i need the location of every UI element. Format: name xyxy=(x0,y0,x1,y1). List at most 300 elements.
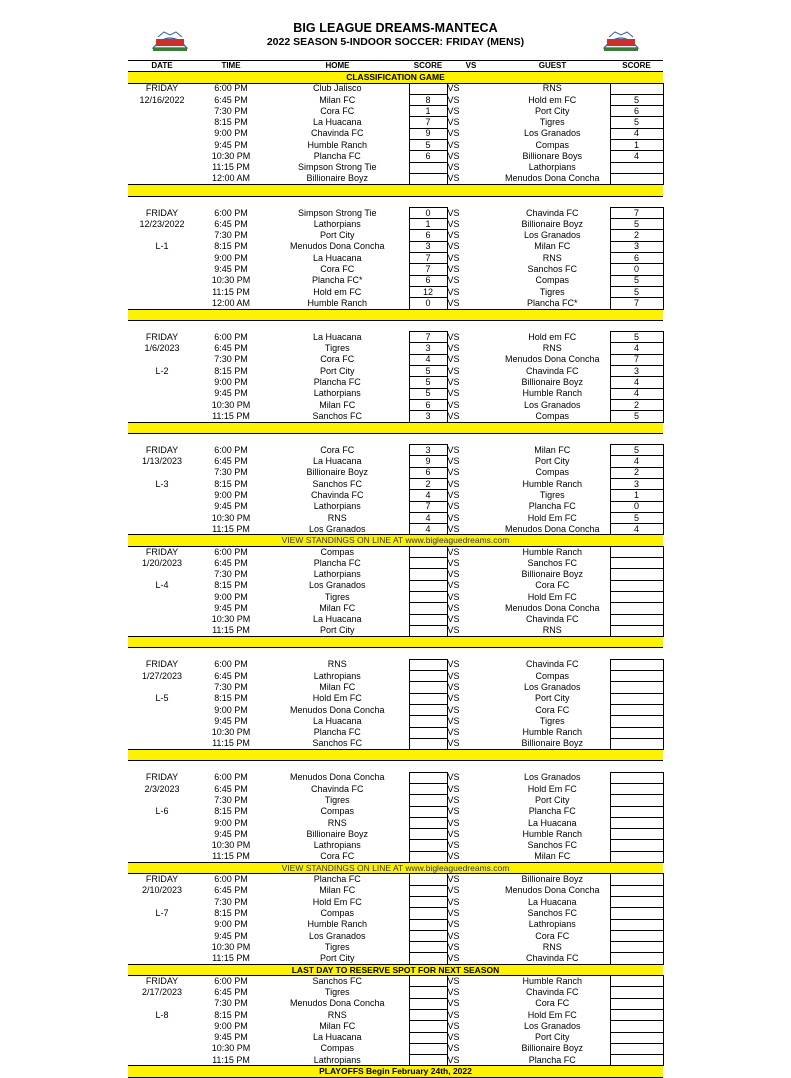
home-team-cell: Humble Ranch xyxy=(307,139,368,150)
guest-score-cell xyxy=(610,173,663,184)
guest-team-cell: Billionaire Boyz xyxy=(521,738,584,749)
home-score-cell xyxy=(409,580,447,591)
date-cell xyxy=(128,512,196,523)
date-cell: FRIDAY xyxy=(145,975,179,986)
guest-team-cell: Compas xyxy=(535,670,569,681)
game-row xyxy=(128,795,663,806)
date-cell xyxy=(128,953,196,964)
home-score-cell xyxy=(409,874,447,885)
game-row xyxy=(128,490,663,501)
date-cell xyxy=(128,140,196,151)
guest-score-cell: 5 xyxy=(610,445,663,456)
vs-cell: VS xyxy=(447,1009,460,1020)
vs-cell: VS xyxy=(447,1020,460,1031)
game-row xyxy=(128,976,663,987)
home-team-cell: Los Granados xyxy=(308,930,366,941)
home-team-cell: Lathropians xyxy=(313,1054,361,1065)
time-cell: 9:45 PM xyxy=(214,501,248,512)
time-cell: 7:30 PM xyxy=(214,467,248,478)
home-score-cell xyxy=(409,569,447,580)
home-team-cell: La Huacana xyxy=(312,252,362,263)
vs-cell: VS xyxy=(447,117,460,128)
spacer-cell xyxy=(128,648,663,659)
guest-team-cell: Compas xyxy=(535,139,569,150)
time-cell: 6:00 PM xyxy=(214,975,248,986)
vs-cell: VS xyxy=(447,478,460,489)
game-row xyxy=(128,693,663,704)
column-header: SCORE xyxy=(409,61,447,72)
guest-team-cell: Sanchos FC xyxy=(527,907,578,918)
guest-score-cell: 7 xyxy=(610,207,663,218)
home-score-cell xyxy=(409,919,447,930)
home-team-cell: Milan FC xyxy=(319,1020,356,1031)
time-cell: 11:15 PM xyxy=(212,625,250,636)
date-cell xyxy=(128,840,196,851)
time-cell: 6:00 PM xyxy=(214,331,248,342)
guest-score-cell: 3 xyxy=(610,241,663,252)
home-score-cell xyxy=(409,998,447,1009)
guest-team-cell: La Huacana xyxy=(527,896,577,907)
home-team-cell: Plancha FC xyxy=(313,557,361,568)
guest-score-cell xyxy=(610,908,663,919)
home-team-cell: Sanchos FC xyxy=(312,975,363,986)
date-cell xyxy=(128,377,196,388)
guest-score-cell xyxy=(610,738,663,749)
time-cell: 9:45 PM xyxy=(214,715,248,726)
date-cell xyxy=(128,795,196,806)
column-header: HOME xyxy=(266,61,409,72)
date-cell: 1/27/2023 xyxy=(141,670,183,681)
banner-text: VIEW STANDINGS ON LINE AT www.bigleaguedreams.com xyxy=(128,535,663,546)
vs-cell: VS xyxy=(447,523,460,534)
vs-cell: VS xyxy=(447,263,460,274)
home-score-cell xyxy=(409,682,447,693)
date-cell: FRIDAY xyxy=(145,331,179,342)
schedule-table xyxy=(128,60,663,1077)
home-team-cell: Billionaire Boyz xyxy=(306,467,369,478)
home-team-cell: Sanchos FC xyxy=(312,410,363,421)
vs-cell: VS xyxy=(447,207,460,218)
vs-cell: VS xyxy=(447,230,460,241)
guest-team-cell: Plancha FC* xyxy=(526,297,578,308)
banner-text xyxy=(128,422,663,433)
guest-score-cell: 4 xyxy=(610,151,663,162)
time-cell: 8:15 PM xyxy=(214,693,248,704)
time-cell: 10:30 PM xyxy=(211,727,251,738)
vs-cell: VS xyxy=(447,1043,460,1054)
time-cell: 6:00 PM xyxy=(214,772,248,783)
date-cell xyxy=(128,128,196,139)
guest-score-cell xyxy=(610,998,663,1009)
game-row xyxy=(128,546,663,557)
game-row xyxy=(128,1009,663,1020)
home-team-cell: Cora FC xyxy=(320,354,355,365)
time-cell: 7:30 PM xyxy=(214,105,248,116)
spacer-cell xyxy=(128,196,663,207)
home-team-cell: Menudos Dona Concha xyxy=(289,704,385,715)
guest-score-cell xyxy=(610,772,663,783)
guest-team-cell: Los Granados xyxy=(523,230,581,241)
banner-row xyxy=(128,422,663,433)
game-row xyxy=(128,354,663,365)
guest-team-cell: Los Granados xyxy=(523,772,581,783)
home-score-cell xyxy=(409,987,447,998)
home-score-cell xyxy=(409,671,447,682)
game-row xyxy=(128,343,663,354)
guest-score-cell: 5 xyxy=(610,275,663,286)
vs-cell: VS xyxy=(447,456,460,467)
column-header: VS xyxy=(447,61,495,72)
guest-score-cell xyxy=(610,693,663,704)
vs-cell: VS xyxy=(447,794,460,805)
game-row xyxy=(128,230,663,241)
date-cell: 1/6/2023 xyxy=(144,343,180,354)
date-cell: L-7 xyxy=(155,907,169,918)
date-cell xyxy=(128,490,196,501)
time-cell: 11:15 PM xyxy=(212,851,250,862)
home-team-cell: Lathorpians xyxy=(313,218,361,229)
home-team-cell: Los Granados xyxy=(308,523,366,534)
vs-cell: VS xyxy=(447,998,460,1009)
guest-team-cell: Compas xyxy=(535,467,569,478)
guest-score-cell xyxy=(610,558,663,569)
vs-cell: VS xyxy=(447,1054,460,1065)
home-score-cell xyxy=(409,704,447,715)
time-cell: 6:45 PM xyxy=(214,343,248,354)
vs-cell: VS xyxy=(447,467,460,478)
time-cell: 10:30 PM xyxy=(211,399,251,410)
game-row xyxy=(128,998,663,1009)
vs-cell: VS xyxy=(447,376,460,387)
guest-score-cell: 5 xyxy=(610,286,663,297)
game-row xyxy=(128,173,663,184)
vs-cell: VS xyxy=(447,727,460,738)
game-row xyxy=(128,908,663,919)
time-cell: 10:30 PM xyxy=(211,512,251,523)
column-header: GUEST xyxy=(495,61,610,72)
guest-score-cell xyxy=(610,829,663,840)
guest-score-cell: 5 xyxy=(610,219,663,230)
time-cell: 7:30 PM xyxy=(214,354,248,365)
home-team-cell: Plancha FC xyxy=(313,727,361,738)
home-score-cell: 12 xyxy=(409,286,447,297)
guest-score-cell xyxy=(610,953,663,964)
date-cell xyxy=(128,1021,196,1032)
home-team-cell: Tigres xyxy=(324,794,350,805)
home-score-cell xyxy=(409,1021,447,1032)
vs-cell: VS xyxy=(447,828,460,839)
guest-team-cell: Cora FC xyxy=(535,580,570,591)
time-cell: 9:45 PM xyxy=(214,930,248,941)
home-score-cell: 6 xyxy=(409,151,447,162)
home-team-cell: Lathorpians xyxy=(313,501,361,512)
guest-score-cell xyxy=(610,162,663,173)
home-score-cell xyxy=(409,659,447,670)
date-cell xyxy=(128,942,196,953)
home-team-cell: Cora FC xyxy=(320,851,355,862)
spacer-cell xyxy=(128,761,663,772)
time-cell: 6:45 PM xyxy=(214,783,248,794)
guest-team-cell: Port City xyxy=(534,456,570,467)
home-team-cell: Lathropians xyxy=(313,670,361,681)
guest-score-cell: 4 xyxy=(610,388,663,399)
home-score-cell xyxy=(409,772,447,783)
home-score-cell xyxy=(409,738,447,749)
guest-score-cell xyxy=(610,919,663,930)
date-cell xyxy=(128,1055,196,1066)
spacer-row xyxy=(128,648,663,659)
time-cell: 9:00 PM xyxy=(214,817,248,828)
home-team-cell: Milan FC xyxy=(319,681,356,692)
vs-cell: VS xyxy=(447,851,460,862)
home-team-cell: RNS xyxy=(327,1009,347,1020)
vs-cell: VS xyxy=(447,275,460,286)
game-row xyxy=(128,851,663,862)
time-cell: 9:45 PM xyxy=(214,388,248,399)
home-score-cell xyxy=(409,603,447,614)
date-cell: 2/3/2023 xyxy=(144,783,180,794)
guest-team-cell: Compas xyxy=(535,275,569,286)
guest-score-cell: 1 xyxy=(610,140,663,151)
guest-team-cell: Milan FC xyxy=(534,851,571,862)
time-cell: 8:15 PM xyxy=(214,806,248,817)
home-score-cell: 5 xyxy=(409,377,447,388)
spacer-cell xyxy=(128,320,663,331)
date-cell xyxy=(128,399,196,410)
date-cell: L-4 xyxy=(155,580,169,591)
guest-score-cell: 1 xyxy=(610,490,663,501)
banner-row xyxy=(128,750,663,761)
guest-team-cell: Humble Ranch xyxy=(522,478,583,489)
guest-score-cell xyxy=(610,817,663,828)
date-cell xyxy=(128,591,196,602)
home-team-cell: Compas xyxy=(320,907,354,918)
date-cell xyxy=(128,614,196,625)
time-cell: 6:45 PM xyxy=(214,456,248,467)
date-cell: 2/17/2023 xyxy=(141,986,183,997)
ballpark-logo-icon xyxy=(601,26,641,56)
home-score-cell xyxy=(409,953,447,964)
spacer-row xyxy=(128,196,663,207)
game-row xyxy=(128,885,663,896)
guest-team-cell: Port City xyxy=(534,105,570,116)
time-cell: 11:15 PM xyxy=(212,952,250,963)
home-team-cell: Lathorpians xyxy=(313,388,361,399)
home-score-cell xyxy=(409,840,447,851)
date-cell xyxy=(128,173,196,184)
date-cell: L-1 xyxy=(155,241,169,252)
game-row xyxy=(128,569,663,580)
date-cell: L-5 xyxy=(155,693,169,704)
home-score-cell xyxy=(409,625,447,636)
time-cell: 7:30 PM xyxy=(214,230,248,241)
home-score-cell: 7 xyxy=(409,253,447,264)
time-cell: 9:00 PM xyxy=(214,704,248,715)
guest-team-cell: Cora FC xyxy=(535,998,570,1009)
home-score-cell xyxy=(409,83,447,94)
page-title: BIG LEAGUE DREAMS-MANTECA xyxy=(293,21,498,35)
vs-cell: VS xyxy=(447,817,460,828)
column-header-row xyxy=(128,61,663,72)
guest-team-cell: Humble Ranch xyxy=(522,727,583,738)
guest-team-cell: Chavinda FC xyxy=(525,365,579,376)
time-cell: 6:45 PM xyxy=(214,986,248,997)
guest-team-cell: Menudos Dona Concha xyxy=(504,354,600,365)
time-cell: 8:15 PM xyxy=(214,117,248,128)
date-cell xyxy=(128,230,196,241)
game-row xyxy=(128,704,663,715)
vs-cell: VS xyxy=(447,365,460,376)
home-score-cell xyxy=(409,896,447,907)
home-team-cell: Compas xyxy=(320,806,354,817)
guest-score-cell xyxy=(610,704,663,715)
vs-cell: VS xyxy=(447,885,460,896)
home-score-cell xyxy=(409,173,447,184)
home-score-cell: 0 xyxy=(409,207,447,218)
home-score-cell: 6 xyxy=(409,275,447,286)
vs-cell: VS xyxy=(447,162,460,173)
time-cell: 6:00 PM xyxy=(214,659,248,670)
guest-team-cell: Cora FC xyxy=(535,930,570,941)
time-cell: 8:15 PM xyxy=(214,1009,248,1020)
banner-row xyxy=(128,72,663,83)
time-cell: 7:30 PM xyxy=(214,998,248,1009)
date-cell xyxy=(128,117,196,128)
game-row xyxy=(128,614,663,625)
home-score-cell xyxy=(409,693,447,704)
home-team-cell: Plancha FC xyxy=(313,151,361,162)
guest-score-cell: 7 xyxy=(610,298,663,309)
banner-row xyxy=(128,863,663,874)
guest-score-cell xyxy=(610,625,663,636)
guest-team-cell: Menudos Dona Concha xyxy=(504,602,600,613)
game-row xyxy=(128,1021,663,1032)
home-team-cell: Milan FC xyxy=(319,94,356,105)
home-score-cell xyxy=(409,1032,447,1043)
game-row xyxy=(128,1032,663,1043)
home-team-cell: Tigres xyxy=(324,591,350,602)
time-cell: 6:45 PM xyxy=(214,670,248,681)
date-cell: FRIDAY xyxy=(145,659,179,670)
date-cell xyxy=(128,151,196,162)
guest-score-cell xyxy=(610,546,663,557)
game-row xyxy=(128,930,663,941)
guest-score-cell xyxy=(610,727,663,738)
home-team-cell: Port City xyxy=(319,365,355,376)
time-cell: 6:45 PM xyxy=(214,885,248,896)
guest-team-cell: Menudos Dona Concha xyxy=(504,173,600,184)
date-cell xyxy=(128,603,196,614)
date-cell xyxy=(128,501,196,512)
vs-cell: VS xyxy=(447,738,460,749)
home-score-cell xyxy=(409,930,447,941)
banner-text: VIEW STANDINGS ON LINE AT www.bigleaguedreams.com xyxy=(128,863,663,874)
vs-cell: VS xyxy=(447,331,460,342)
banner-text xyxy=(128,185,663,196)
time-cell: 6:00 PM xyxy=(214,83,248,94)
guest-score-cell: 0 xyxy=(610,264,663,275)
home-score-cell: 7 xyxy=(409,332,447,343)
vs-cell: VS xyxy=(447,557,460,568)
banner-row xyxy=(128,309,663,320)
game-row xyxy=(128,399,663,410)
time-cell: 10:30 PM xyxy=(211,614,251,625)
game-row xyxy=(128,83,663,94)
home-team-cell: Billionaire Boyz xyxy=(306,828,369,839)
game-row xyxy=(128,467,663,478)
guest-score-cell xyxy=(610,784,663,795)
game-row xyxy=(128,332,663,343)
game-row xyxy=(128,501,663,512)
time-cell: 8:15 PM xyxy=(214,580,248,591)
game-row xyxy=(128,716,663,727)
guest-team-cell: Los Granados xyxy=(523,681,581,692)
vs-cell: VS xyxy=(447,907,460,918)
time-cell: 9:00 PM xyxy=(214,489,248,500)
date-cell xyxy=(128,411,196,422)
game-row xyxy=(128,298,663,309)
vs-cell: VS xyxy=(447,297,460,308)
banner-row xyxy=(128,1066,663,1077)
banner-text: LAST DAY TO RESERVE SPOT FOR NEXT SEASON xyxy=(128,964,663,975)
home-score-cell: 6 xyxy=(409,230,447,241)
vs-cell: VS xyxy=(447,659,460,670)
home-team-cell: Hold em FC xyxy=(313,286,362,297)
guest-team-cell: Billionaire Boyz xyxy=(521,218,584,229)
vs-cell: VS xyxy=(447,625,460,636)
home-score-cell: 3 xyxy=(409,343,447,354)
vs-cell: VS xyxy=(447,952,460,963)
guest-score-cell: 4 xyxy=(610,128,663,139)
game-row xyxy=(128,1043,663,1054)
home-score-cell: 6 xyxy=(409,399,447,410)
guest-team-cell: Plancha FC xyxy=(528,806,576,817)
guest-team-cell: Chavinda FC xyxy=(525,614,579,625)
home-score-cell: 5 xyxy=(409,140,447,151)
vs-cell: VS xyxy=(447,1032,460,1043)
vs-cell: VS xyxy=(447,151,460,162)
home-team-cell: Sanchos FC xyxy=(312,478,363,489)
date-cell xyxy=(128,1043,196,1054)
time-cell: 6:00 PM xyxy=(214,874,248,885)
guest-team-cell: Port City xyxy=(534,1032,570,1043)
date-cell xyxy=(128,896,196,907)
date-cell xyxy=(128,162,196,173)
game-row xyxy=(128,94,663,105)
guest-score-cell xyxy=(610,659,663,670)
date-cell: L-2 xyxy=(155,365,169,376)
date-cell xyxy=(128,625,196,636)
date-cell xyxy=(128,524,196,535)
page-subtitle: 2022 SEASON 5-INDOOR SOCCER: FRIDAY (MENS) xyxy=(266,36,525,48)
home-team-cell: Menudos Dona Concha xyxy=(289,998,385,1009)
guest-team-cell: Chavinda FC xyxy=(525,207,579,218)
time-cell: 11:15 PM xyxy=(212,523,250,534)
home-team-cell: Billionaire Boyz xyxy=(306,173,369,184)
guest-score-cell xyxy=(610,1043,663,1054)
date-cell xyxy=(128,704,196,715)
vs-cell: VS xyxy=(447,704,460,715)
home-team-cell: Chavinda FC xyxy=(310,128,364,139)
date-cell xyxy=(128,275,196,286)
time-cell: 8:15 PM xyxy=(214,241,248,252)
guest-score-cell xyxy=(610,1055,663,1066)
time-cell: 10:30 PM xyxy=(211,840,251,851)
guest-team-cell: Humble Ranch xyxy=(522,388,583,399)
game-row xyxy=(128,162,663,173)
time-cell: 8:15 PM xyxy=(214,907,248,918)
home-score-cell xyxy=(409,817,447,828)
